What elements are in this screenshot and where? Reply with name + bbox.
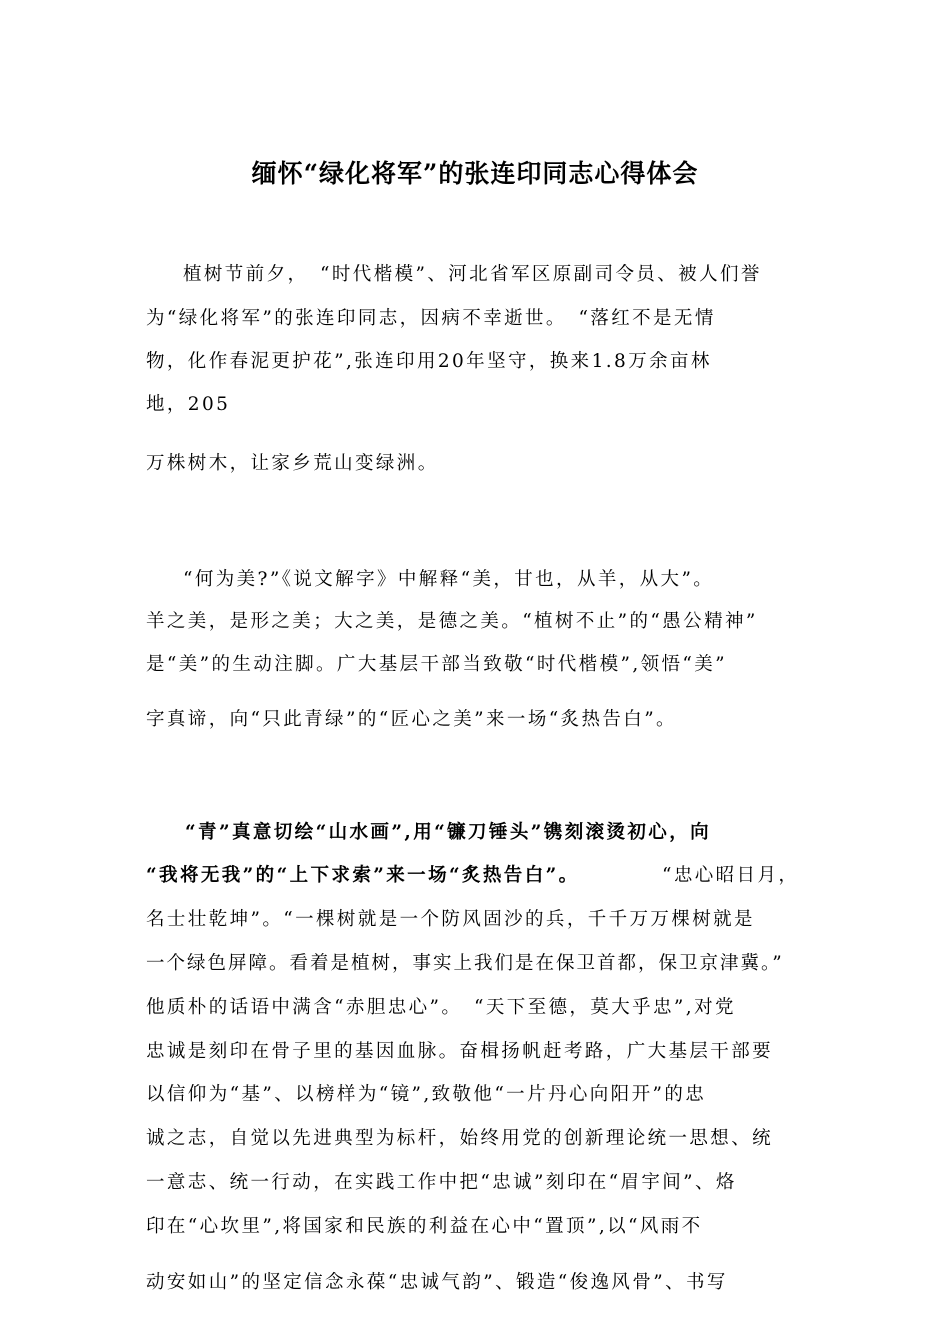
paragraph-line: 植树节前夕， “时代楷模”、河北省军区原副司令员、被人们誉 (183, 264, 762, 285)
bold-lead-line: “青”真意切绘“山水画”,用“镰刀锤头”镌刻滚烫初心，向 (185, 822, 711, 843)
paragraph-line: 名士壮乾坤”。“一棵树就是一个防风固沙的兵，千千万万棵树就是 (146, 909, 755, 930)
paragraph-line: 字真谛，向“只此青绿”的“匠心之美”来一场“炙热告白”。 (146, 709, 677, 730)
paragraph-line: “何为美?”《说文解字》中解释“美，甘也，从羊，从大”。 (183, 569, 715, 590)
paragraph-line: 一个绿色屏障。看着是植树，事实上我们是在保卫首都，保卫京津冀。” (146, 953, 784, 974)
paragraph-line: 动安如山”的坚定信念永葆“忠诚气韵”、锻造“俊逸风骨”、书写 (146, 1272, 728, 1293)
paragraph-line: 羊之美，是形之美；大之美，是德之美。“植树不止”的“愚公精神” (146, 611, 758, 632)
paragraph-line: 他质朴的话语中满含“赤胆忠心”。 “天下至德，莫大乎忠”,对党 (146, 997, 736, 1018)
paragraph-line: 一意志、统一行动，在实践工作中把“忠诚”刻印在“眉宇间”、烙 (146, 1172, 737, 1193)
bold-lead-line: “我将无我”的“上下求索”来一场“炙热告白”。 (146, 865, 580, 886)
paragraph-line: 诚之志，自觉以先进典型为标杆，始终用党的创新理论统一思想、统 (146, 1128, 774, 1149)
paragraph-line: 以信仰为“基”、以榜样为“镜”,致敬他“一片丹心向阳开”的忠 (146, 1084, 707, 1105)
paragraph-line: “忠心昭日月， (662, 865, 800, 886)
document-title: 缅怀“绿化将军”的张连印同志心得体会 (251, 159, 699, 188)
paragraph-line: 物，化作春泥更护花”,张连印用20年坚守，换来1.8万余亩林 (146, 351, 712, 372)
paragraph-line: 万株树木，让家乡荒山变绿洲。 (146, 453, 439, 474)
paragraph-line: 为“绿化将军”的张连印同志，因病不幸逝世。 “落红不是无情 (146, 308, 716, 329)
paragraph-line: 是“美”的生动注脚。广大基层干部当致敬“时代楷模”,领悟“美” (146, 654, 728, 675)
paragraph-line: 地，205 (146, 394, 231, 415)
paragraph-line: 忠诚是刻印在骨子里的基因血脉。奋楫扬帆赶考路，广大基层干部要 (146, 1041, 774, 1062)
paragraph-line: 印在“心坎里”,将国家和民族的利益在心中“置顶”,以“风雨不 (146, 1216, 703, 1237)
